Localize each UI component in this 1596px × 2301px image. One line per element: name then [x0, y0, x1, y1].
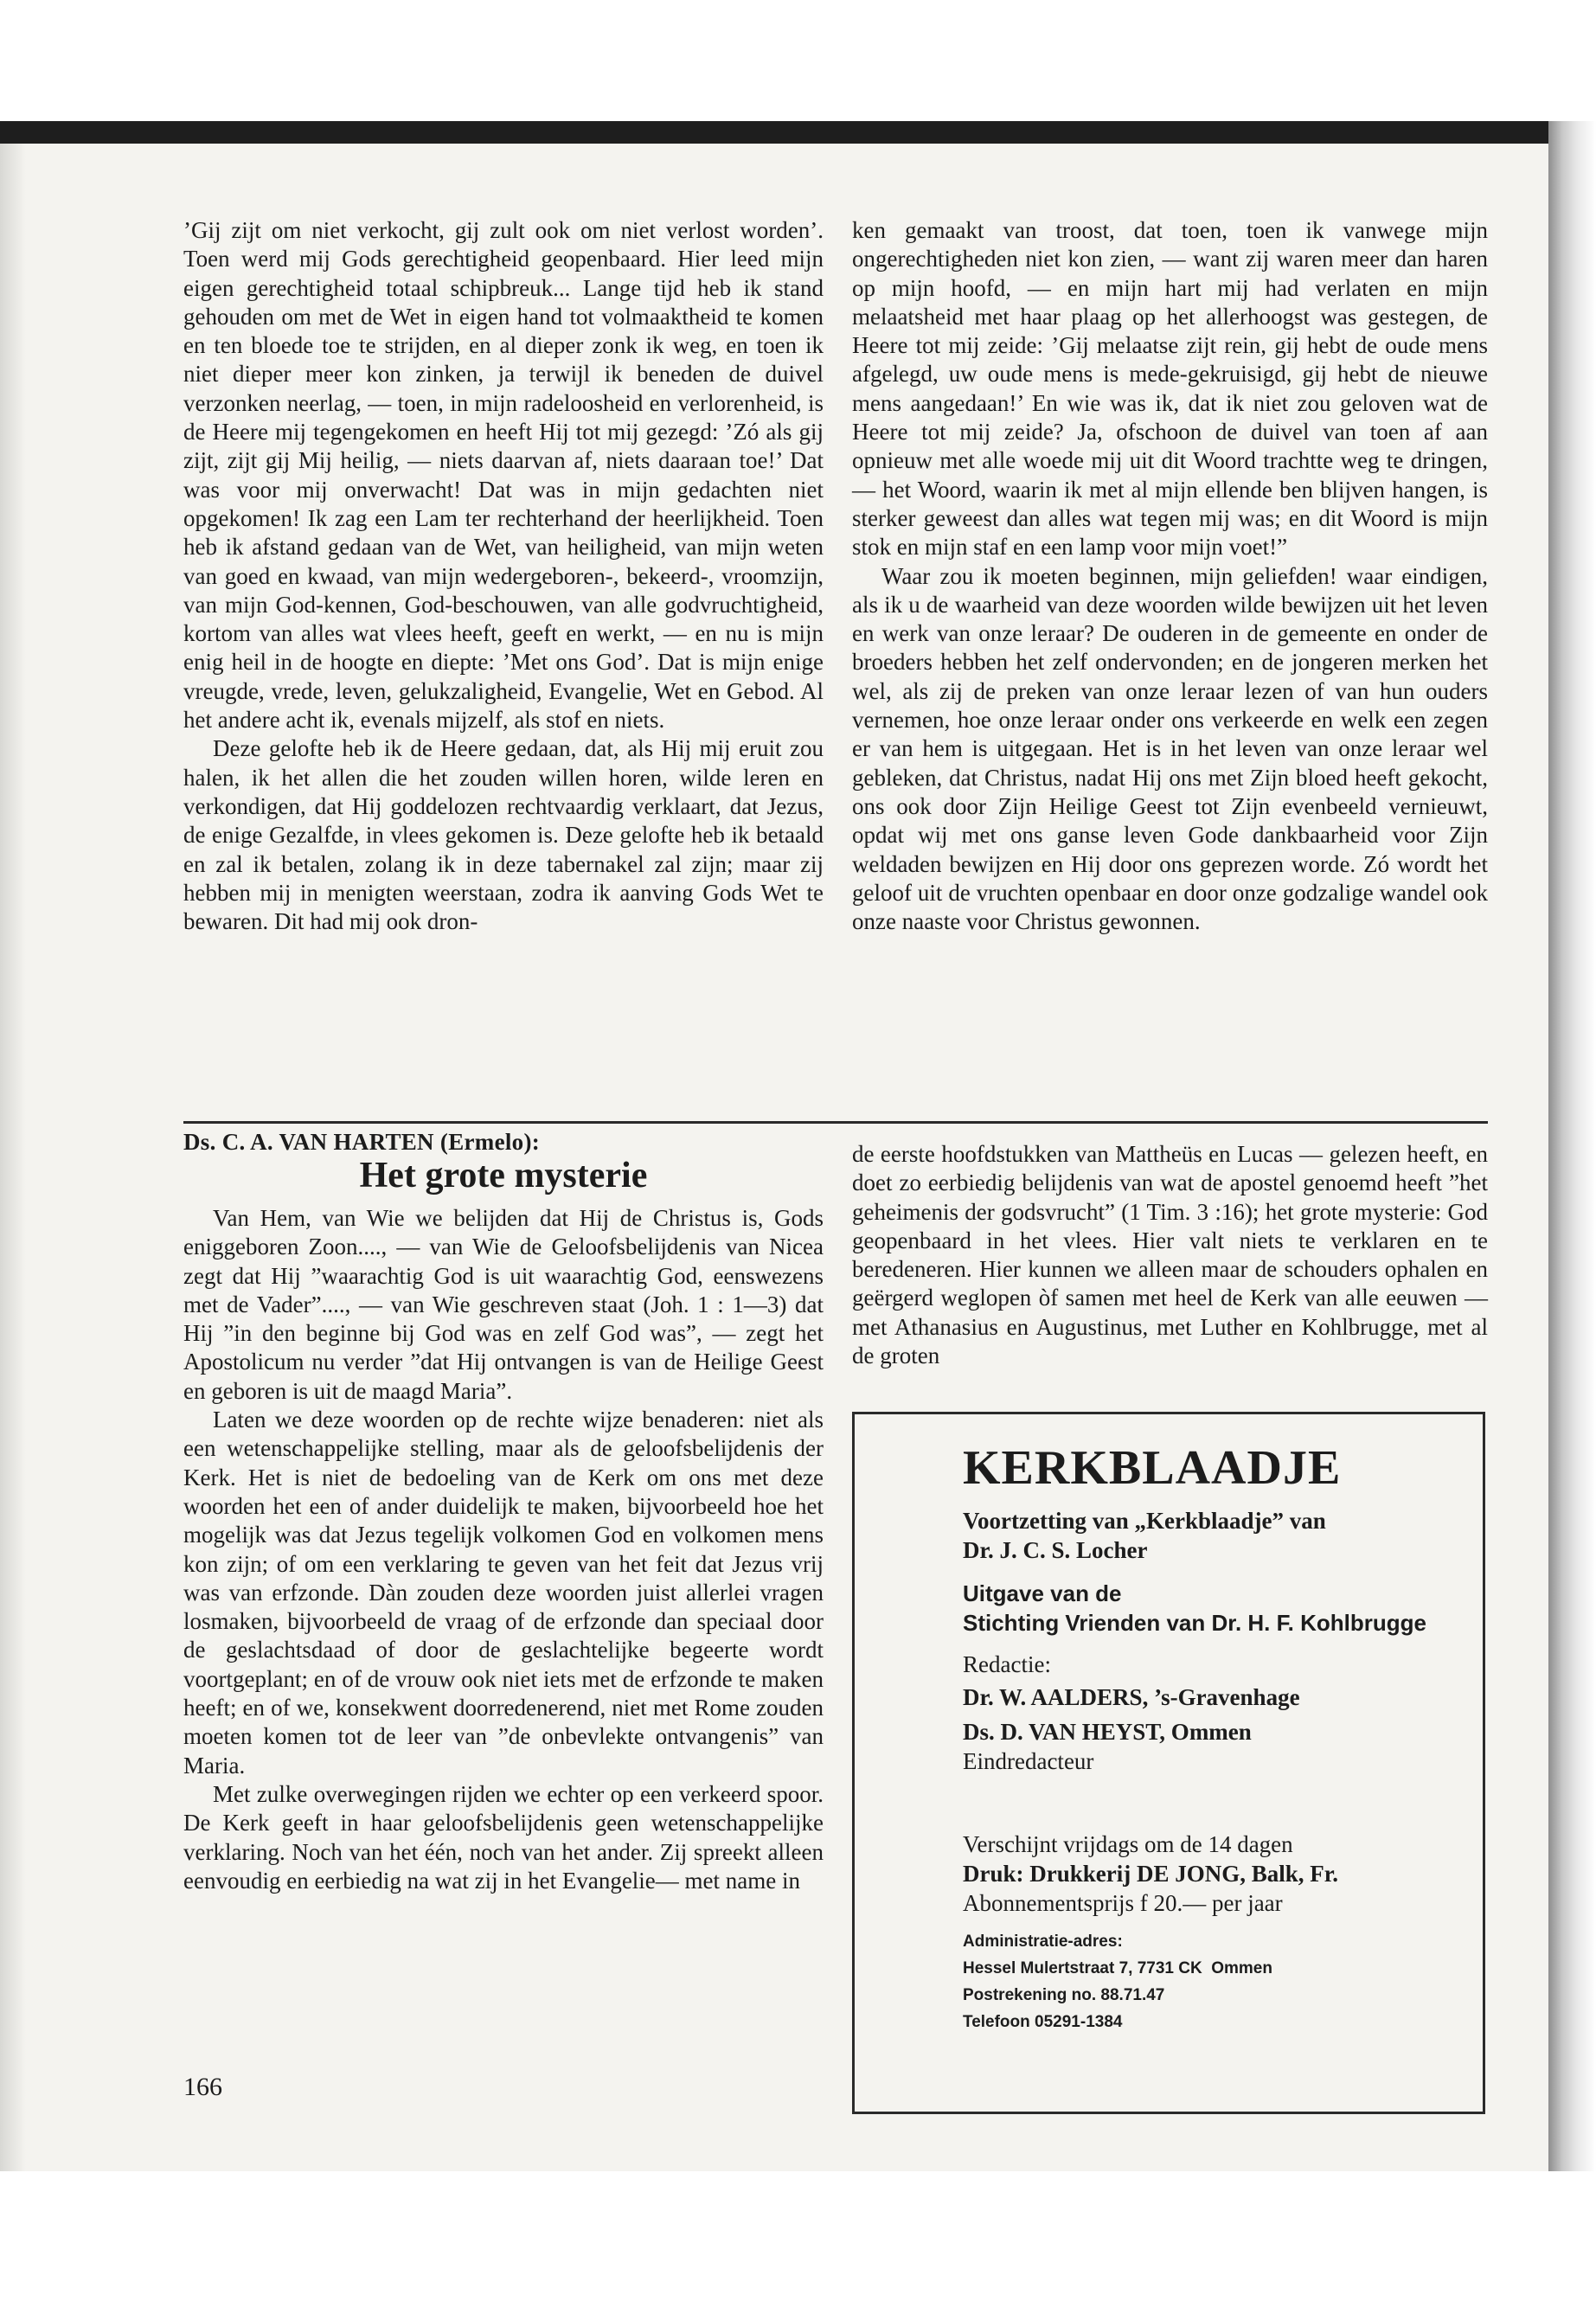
article2-paragraph: de eerste hoofdstukken van Mattheüs en Lucas — gelezen heeft, en doet zo eerbiedig belijdenis van wat de apostel genoemd heeft ”het geheimenis der godsvrucht” (1 Tim. 3 :16); het grote mysterie: God geopenbaard in het vlees. Hier valt niets te verklaren en te beredeneren. Hier kunnen we alleen maar de schouders ophalen en geërgerd weglopen òf samen met heel de Kerk van alle eeuwen — met Athanasius en Augustinus, met Luther en Kohlbrugge, met al de groten [852, 1141, 1488, 1369]
masthead-editor-role: Eindredacteur [963, 1748, 1094, 1774]
masthead-publisher [963, 1579, 1473, 1638]
masthead-admin-address: Hessel Mulertstraat 7, 7731 CK Ommen [963, 1959, 1272, 1977]
masthead-subscription: Abonnementsprijs f 20.— per jaar [963, 1890, 1283, 1916]
masthead-editor: Ds. D. VAN HEYST, Ommen [963, 1719, 1252, 1745]
scan-right-edge [1548, 121, 1596, 2171]
article2-paragraph: Met zulke overwegingen rijden we echter op een verkeerd spoor. De Kerk geeft in haar geloofsbelijdenis geen wetenschappelijke verklaring. Noch van het één, noch van het ander. Zij spreekt alleen eenvoudig en eerbiedig na wat zij in het Evangelie— met name in [183, 1780, 824, 1894]
page-number: 166 [183, 2073, 222, 2101]
article1-paragraph: ’Gij zijt om niet verkocht, gij zult ook om niet verlost worden’. Toen werd mij Gods gerechtigheid geopenbaard. Hier leed mijn eigen gerechtigheid totaal schipbreuk... Lange tijd heb ik stand gehouden om met de Wet in eigen hand tot volmaaktheid te komen en ten bloede toe te strijden, en al dieper zonk ik weg, en toen ik niet dieper meer kon zinken, ja terwijl ik beneden de duivel verzonken neerlag, — toen, in mijn radeloosheid en verlorenheid, is de Heere mij tegengekomen en heeft Hij tot mij gezegd: ’Zó als gij zijt, zijt gij Mij heilig, — niets daarvan af, niets daaraan toe!’ Dat was voor mij onverwacht! Dat was in mijn gedachten niet opgekomen! Ik zag een Lam ter rechterhand der heerlijkheid. Toen heb ik afstand gedaan van de Wet, van heiligheid, van mijn weten van goed en kwaad, van mijn wedergeboren-, bekeerd-, vroomzijn, van mijn God-kennen, God-beschouwen, van alle godvruchtigheid, kortom van alles wat vlees heeft, geeft en werkt, — en nu is mijn enig heil in de hoogte en diepte: ’Met ons God’. Dat is mijn enige vreugde, vrede, leven, gelukzaligheid, Evangelie, Wet en Gebod. Al het andere acht ik, evenals mijzelf, als stof en niets. [183, 217, 824, 734]
masthead-subtitle-line: Dr. J. C. S. Locher [963, 1537, 1148, 1563]
scan-top-edge [0, 121, 1596, 144]
masthead-publisher-line: Uitgave van de [963, 1580, 1122, 1606]
article1-paragraph: Waar zou ik moeten beginnen, mijn geliefden! waar eindigen, als ik u de waarheid van deze woorden wilde bewijzen uit het leven en werk van onze leraar? De ouderen in de gemeente en onder de broeders hebben het zelf ondervonden; en de jongeren merken het wel, als zij de preken van onze leraar lezen of van hun ouders vernemen, hoe onze leraar onder ons verkeerde en welk een zegen er van hem is uitgegaan. Het is in het leven van onze leraar wel gebleken, dat Christus, nadat Hij ons met Zijn bloed heeft gekocht, ons ook door Zijn Heilige Geest tot Zijn evenbeeld vernieuwt, opdat wij met ons ganse leven Gode dankbaarheid voor Zijn weldaden bewijzen en Hij door ons geprezen worde. Zó wordt het geloof uit de vruchten openbaar en door onze godzalige wandel ook onze naaste voor Christus gewonnen. [852, 562, 1488, 935]
masthead-admin-account: Postrekening no. 88.71.47 [963, 1986, 1165, 2004]
masthead-frequency: Verschijnt vrijdags om de 14 dagen [963, 1831, 1293, 1857]
article2-byline: Ds. C. A. VAN HARTEN (Ermelo): [183, 1129, 541, 1155]
masthead-editors [963, 1650, 1473, 1776]
masthead-administration [963, 1928, 1473, 2035]
article2-right-column [852, 1140, 1488, 1370]
masthead-publication-info [963, 1830, 1473, 1918]
scan-bottom-margin [0, 2171, 1596, 2301]
scan-top-margin [0, 0, 1596, 121]
masthead-editors-label: Redactie: [963, 1651, 1051, 1677]
masthead-subtitle-line: Voortzetting van „Kerkblaadje” van [963, 1508, 1326, 1534]
article1-right-column [852, 216, 1488, 936]
article2-left-column [183, 1204, 824, 1895]
masthead-publisher-line: Stichting Vrienden van Dr. H. F. Kohlbrugge [963, 1610, 1426, 1636]
masthead-title: KERKBLAADJE [963, 1441, 1342, 1495]
masthead-admin-label: Administratie-adres: [963, 1932, 1123, 1951]
masthead-subtitle [963, 1506, 1473, 1565]
article1-paragraph: Deze gelofte heb ik de Heere gedaan, dat, als Hij mij eruit zou halen, ik het allen die het zouden willen horen, wilde leren en verkondigen, dat Hij goddelozen rechtvaardig verklaart, dat Jezus, de enige Gezalfde, in vlees gekomen is. Deze gelofte heb ik betaald en zal ik betalen, zolang ik in deze tabernakel zal zijn; maar zij hebben mij in menigten weerstaan, zodra ik aanving Gods Wet te bewaren. Dit had mij ook dron- [183, 735, 824, 935]
article1-paragraph: ken gemaakt van troost, dat toen, toen ik vanwege mijn ongerechtigheden niet kon zien, — want zij waren meer dan haren op mijn hoofd, — en mijn hart mij had verlaten en mijn melaatsheid met haar plaag op het allerhoogst was gestegen, de Heere tot mij zeide: ’Gij melaatse zijt rein, gij hebt de oude mens afgelegd, uw oude mens is mede-gekruisigd, gij hebt de nieuwe mens aangedaan!’ En wie was ik, dat ik niet zou geloven wat de Heere tot mij zeide? Ja, ofschoon de duivel van toen af aan opnieuw met alle woede mij uit dit Woord trachtte weg te dringen, — het Woord, waarin ik met al mijn ellende ben blijven hangen, is sterker geweest dan alles wat tegen mij was; en dit Woord is mijn stok en mijn staf en een lamp voor mijn voet!” [852, 217, 1488, 561]
masthead-box [852, 1412, 1485, 2114]
masthead-printer: Druk: Drukkerij DE JONG, Balk, Fr. [963, 1861, 1339, 1887]
article2-paragraph: Laten we deze woorden op de rechte wijze benaderen: niet als een wetenschappelijke stelling, maar als de geloofsbelijdenis der Kerk. Het is niet de bedoeling van de Kerk om ons met deze woorden het een of ander duidelijk te maken, bijvoorbeeld hoe het mogelijk was dat Jezus tegelijk volkomen God en volkomen mens kon zijn; of om een verklaring te geven van het feit dat Jezus vrij was van erfzonde. Dàn zouden deze woorden juist allerlei vragen losmaken, bijvoorbeeld de vraag of de erfzonde dan speciaal door de geslachtsdaad of door de geslachtelijke begeerte wordt voortgeplant; en of de vrouw ook niet iets met de erfzonde te maken heeft; en of we, konsekwent doorredenerend, niet met Rome zouden moeten komen tot de leer van ”de onbevlekte ontvangenis” van Maria. [183, 1407, 824, 1779]
section-divider [183, 1121, 1488, 1124]
article2-title: Het grote mysterie [359, 1156, 648, 1195]
masthead-admin-phone: Telefoon 05291-1384 [963, 2013, 1123, 2031]
article2-paragraph: Van Hem, van Wie we belijden dat Hij de Christus is, Gods eniggeboren Zoon...., — van Wie de Geloofsbelijdenis van Nicea zegt dat Hij ”waarachtig God is uit waarachtig God, eenswezens met de Vader”...., — van Wie geschreven staat (Joh. 1 : 1—3) dat Hij ”in den beginne bij God was en zelf God was”, — zegt het Apostolicum nu verder ”dat Hij ontvangen is van de Heilige Geest en geboren is uit de maagd Maria”. [183, 1205, 824, 1404]
scan-left-shadow [0, 144, 26, 2171]
article1-left-column [183, 216, 824, 936]
masthead-editor: Dr. W. AALDERS, ’s-Gravenhage [963, 1684, 1300, 1710]
